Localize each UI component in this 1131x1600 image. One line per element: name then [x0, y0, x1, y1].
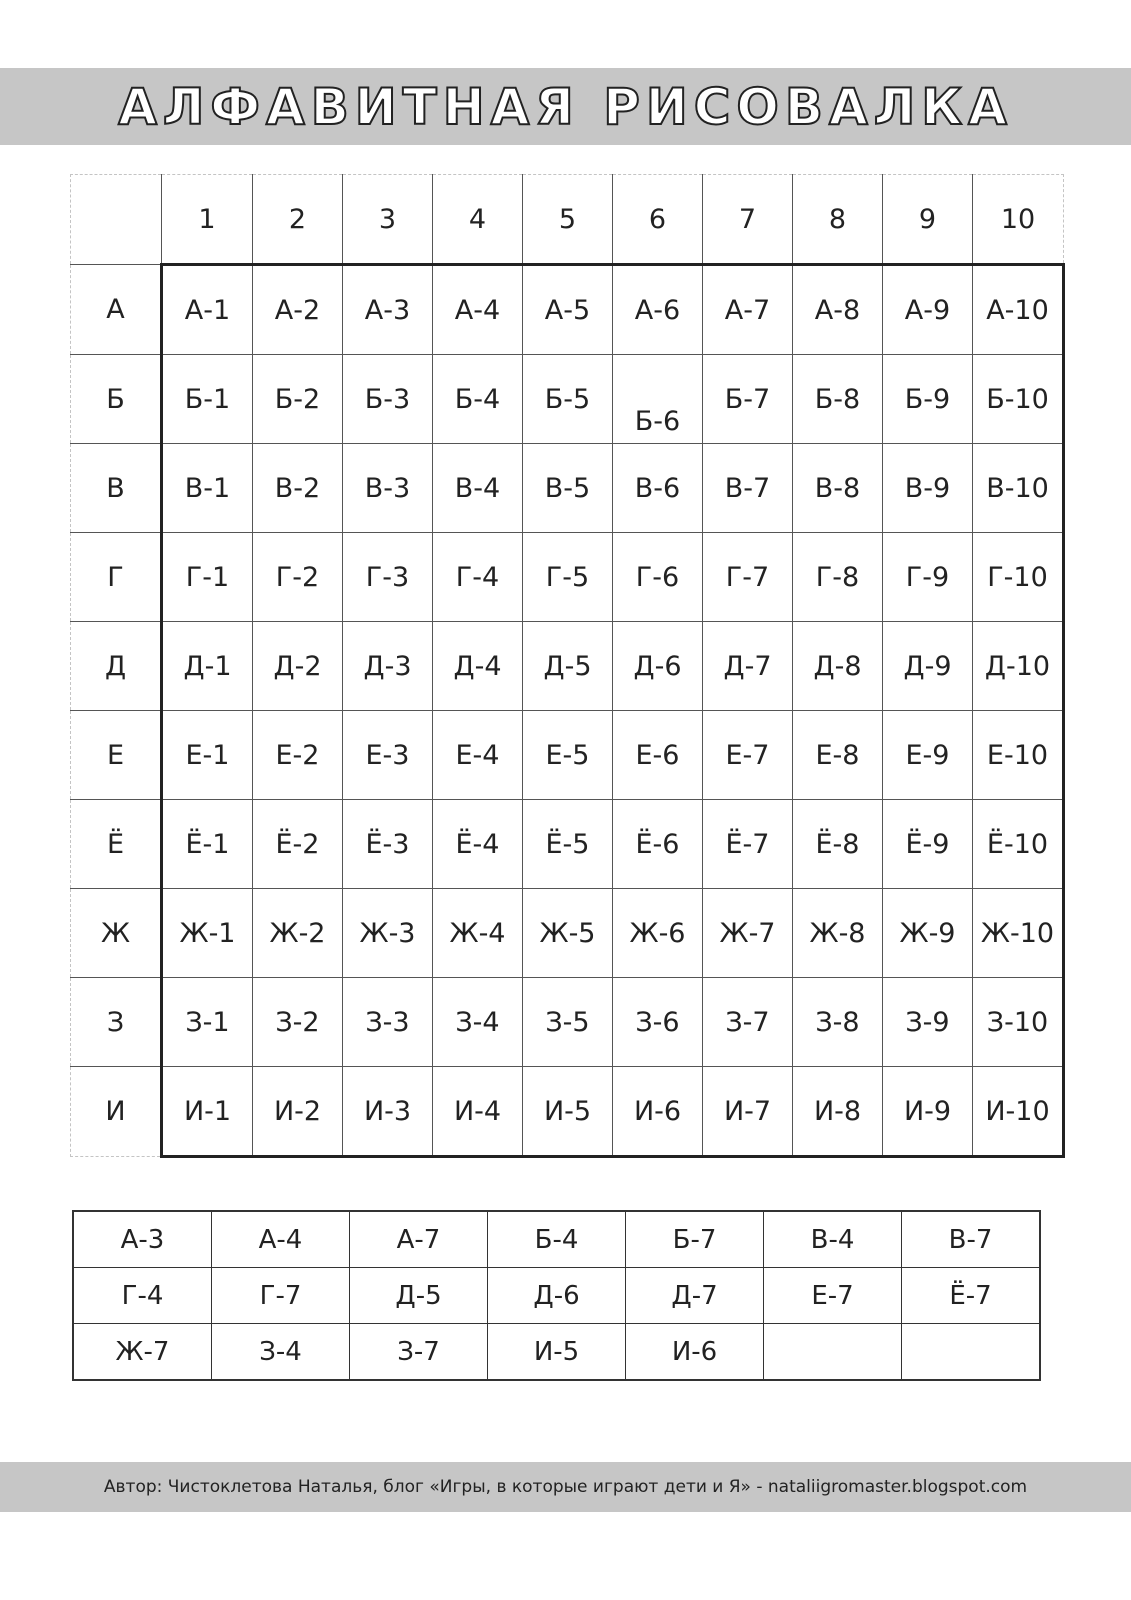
grid-cell[interactable]: Б-10 — [973, 355, 1064, 444]
grid-cell[interactable]: Г-4 — [433, 533, 523, 622]
grid-cell[interactable]: Б-4 — [433, 355, 523, 444]
answer-key-cell: И-6 — [626, 1324, 764, 1381]
grid-cell[interactable]: Г-1 — [162, 533, 253, 622]
grid-cell[interactable]: З-5 — [523, 978, 613, 1067]
answer-key-cell: Б-7 — [626, 1211, 764, 1268]
grid-row — [71, 355, 1064, 444]
grid-column-header: 8 — [793, 175, 883, 265]
footer-banner — [0, 1462, 1131, 1512]
grid-cell[interactable]: В-5 — [523, 444, 613, 533]
grid-cell[interactable]: З-7 — [703, 978, 793, 1067]
grid-cell[interactable]: Ж-4 — [433, 889, 523, 978]
answer-key-cell: Г-4 — [73, 1268, 212, 1324]
coloring-grid — [70, 174, 1065, 1158]
grid-row-label: Г — [71, 533, 162, 622]
grid-cell[interactable]: Ж-10 — [973, 889, 1064, 978]
grid-cell[interactable]: А-9 — [883, 265, 973, 355]
grid-cell[interactable]: Ё-4 — [433, 800, 523, 889]
grid-cell[interactable]: Ж-7 — [703, 889, 793, 978]
page-title: АЛФАВИТНАЯ РИСОВАЛКА — [118, 77, 1013, 136]
grid-cell[interactable]: И-4 — [433, 1067, 523, 1157]
grid-cell[interactable]: Ё-1 — [162, 800, 253, 889]
grid-cell[interactable]: И-10 — [973, 1067, 1064, 1157]
grid-row-label: Ж — [71, 889, 162, 978]
grid-column-header: 6 — [613, 175, 703, 265]
grid-cell[interactable]: З-9 — [883, 978, 973, 1067]
answer-key-table — [72, 1210, 1041, 1381]
answer-key-row — [73, 1268, 1040, 1324]
grid-cell[interactable]: Ж-2 — [253, 889, 343, 978]
grid-cell[interactable]: И-5 — [523, 1067, 613, 1157]
grid-column-header: 4 — [433, 175, 523, 265]
answer-key-cell: Б-4 — [488, 1211, 626, 1268]
grid-cell[interactable]: И-2 — [253, 1067, 343, 1157]
grid-row-label: Б — [71, 355, 162, 444]
grid-cell[interactable]: А-7 — [703, 265, 793, 355]
grid-row-label: В — [71, 444, 162, 533]
grid-cell[interactable]: Б-9 — [883, 355, 973, 444]
grid-cell[interactable]: Г-3 — [343, 533, 433, 622]
grid-cell[interactable]: Е-3 — [343, 711, 433, 800]
answer-key-cell: А-3 — [73, 1211, 212, 1268]
grid-cell[interactable]: Д-8 — [793, 622, 883, 711]
grid-cell[interactable]: Ё-9 — [883, 800, 973, 889]
answer-key-cell: З-7 — [350, 1324, 488, 1381]
grid-cell[interactable]: В-8 — [793, 444, 883, 533]
grid-column-header: 1 — [162, 175, 253, 265]
answer-key-cell: Ё-7 — [902, 1268, 1041, 1324]
grid-row — [71, 978, 1064, 1067]
grid-cell[interactable]: В-10 — [973, 444, 1064, 533]
grid-row — [71, 800, 1064, 889]
grid-cell[interactable]: В-4 — [433, 444, 523, 533]
coloring-grid-container — [70, 174, 1065, 1158]
grid-cell[interactable]: Ж-1 — [162, 889, 253, 978]
grid-column-header: 10 — [973, 175, 1064, 265]
grid-cell-label: Б-6 — [634, 405, 681, 437]
grid-cell[interactable]: Е-9 — [883, 711, 973, 800]
grid-cell[interactable]: И-1 — [162, 1067, 253, 1157]
grid-cell[interactable]: Д-1 — [162, 622, 253, 711]
answer-key-cell — [902, 1324, 1041, 1381]
grid-cell[interactable]: И-6 — [613, 1067, 703, 1157]
grid-cell[interactable]: В-3 — [343, 444, 433, 533]
grid-cell[interactable]: Г-5 — [523, 533, 613, 622]
grid-row — [71, 622, 1064, 711]
grid-cell[interactable]: В-7 — [703, 444, 793, 533]
grid-cell[interactable]: Б-8 — [793, 355, 883, 444]
answer-key-cell: В-4 — [764, 1211, 902, 1268]
answer-key-cell: В-7 — [902, 1211, 1041, 1268]
grid-column-header: 7 — [703, 175, 793, 265]
grid-row-label: Ё — [71, 800, 162, 889]
grid-cell[interactable]: Г-2 — [253, 533, 343, 622]
grid-cell[interactable]: Е-1 — [162, 711, 253, 800]
grid-cell[interactable]: Г-9 — [883, 533, 973, 622]
grid-cell[interactable]: Ж-8 — [793, 889, 883, 978]
grid-cell[interactable]: Е-4 — [433, 711, 523, 800]
answer-key-container — [72, 1210, 1041, 1381]
answer-key-cell: Д-7 — [626, 1268, 764, 1324]
grid-cell[interactable]: А-1 — [162, 265, 253, 355]
grid-cell[interactable]: Ё-2 — [253, 800, 343, 889]
grid-cell[interactable]: Ё-6 — [613, 800, 703, 889]
grid-column-header: 9 — [883, 175, 973, 265]
answer-key-row — [73, 1324, 1040, 1381]
answer-key-cell: Ж-7 — [73, 1324, 212, 1381]
grid-row-label: А — [71, 265, 162, 355]
grid-row — [71, 1067, 1064, 1157]
grid-cell[interactable]: Г-7 — [703, 533, 793, 622]
grid-cell[interactable]: Ё-7 — [703, 800, 793, 889]
grid-cell[interactable]: Б-5 — [523, 355, 613, 444]
grid-cell[interactable]: Г-10 — [973, 533, 1064, 622]
answer-key-cell: Г-7 — [212, 1268, 350, 1324]
grid-cell[interactable]: Е-5 — [523, 711, 613, 800]
grid-cell[interactable]: Д-4 — [433, 622, 523, 711]
answer-key-cell: Д-6 — [488, 1268, 626, 1324]
grid-cell[interactable]: Е-6 — [613, 711, 703, 800]
answer-key-cell: Д-5 — [350, 1268, 488, 1324]
grid-cell[interactable]: Д-2 — [253, 622, 343, 711]
grid-cell[interactable]: З-1 — [162, 978, 253, 1067]
grid-row — [71, 711, 1064, 800]
grid-row-label: Д — [71, 622, 162, 711]
answer-key-cell: Е-7 — [764, 1268, 902, 1324]
answer-key-cell — [764, 1324, 902, 1381]
grid-cell[interactable]: Д-6 — [613, 622, 703, 711]
grid-cell[interactable]: Б-1 — [162, 355, 253, 444]
grid-cell[interactable]: З-2 — [253, 978, 343, 1067]
grid-row-label: Е — [71, 711, 162, 800]
grid-cell[interactable]: В-6 — [613, 444, 703, 533]
grid-row — [71, 889, 1064, 978]
grid-cell[interactable]: З-8 — [793, 978, 883, 1067]
grid-cell[interactable]: Ё-10 — [973, 800, 1064, 889]
grid-cell[interactable]: Ж-5 — [523, 889, 613, 978]
grid-column-header: 3 — [343, 175, 433, 265]
grid-cell[interactable]: Ё-5 — [523, 800, 613, 889]
grid-cell[interactable]: Е-10 — [973, 711, 1064, 800]
author-credit: Автор: Чистоклетова Наталья, блог «Игры, в которые играют дети и Я» - nataliigromaster.blogspot.com — [103, 1477, 1028, 1497]
grid-cell[interactable]: Д-9 — [883, 622, 973, 711]
grid-cell[interactable]: Ё-3 — [343, 800, 433, 889]
grid-corner-cell — [71, 175, 162, 265]
grid-cell[interactable]: Д-10 — [973, 622, 1064, 711]
grid-cell[interactable]: И-8 — [793, 1067, 883, 1157]
grid-cell[interactable]: Е-7 — [703, 711, 793, 800]
answer-key-cell: А-7 — [350, 1211, 488, 1268]
grid-cell[interactable]: И-7 — [703, 1067, 793, 1157]
grid-row — [71, 265, 1064, 355]
grid-cell[interactable]: А-2 — [253, 265, 343, 355]
grid-cell[interactable]: Ё-8 — [793, 800, 883, 889]
grid-cell[interactable]: Е-8 — [793, 711, 883, 800]
grid-cell[interactable]: Е-2 — [253, 711, 343, 800]
grid-cell[interactable]: Г-8 — [793, 533, 883, 622]
grid-cell[interactable]: З-3 — [343, 978, 433, 1067]
grid-cell[interactable]: А-5 — [523, 265, 613, 355]
grid-cell[interactable]: Б-3 — [343, 355, 433, 444]
grid-header-row — [71, 175, 1064, 265]
grid-cell[interactable]: Ж-3 — [343, 889, 433, 978]
grid-cell[interactable]: И-3 — [343, 1067, 433, 1157]
answer-key-cell: А-4 — [212, 1211, 350, 1268]
grid-column-header: 2 — [253, 175, 343, 265]
answer-key-cell: И-5 — [488, 1324, 626, 1381]
grid-cell[interactable]: А-6 — [613, 265, 703, 355]
grid-cell[interactable]: З-10 — [973, 978, 1064, 1067]
grid-cell[interactable]: Б-7 — [703, 355, 793, 444]
grid-cell[interactable]: В-9 — [883, 444, 973, 533]
grid-row-label: И — [71, 1067, 162, 1157]
grid-row — [71, 444, 1064, 533]
grid-row-label: З — [71, 978, 162, 1067]
grid-cell[interactable]: Д-7 — [703, 622, 793, 711]
grid-cell[interactable]: А-10 — [973, 265, 1064, 355]
title-banner — [0, 68, 1131, 145]
grid-cell[interactable]: Ж-6 — [613, 889, 703, 978]
grid-cell[interactable]: Ж-9 — [883, 889, 973, 978]
grid-cell[interactable]: И-9 — [883, 1067, 973, 1157]
grid-column-header: 5 — [523, 175, 613, 265]
grid-cell[interactable]: А-8 — [793, 265, 883, 355]
answer-key-cell: З-4 — [212, 1324, 350, 1381]
grid-cell[interactable]: В-2 — [253, 444, 343, 533]
grid-cell[interactable]: З-6 — [613, 978, 703, 1067]
grid-cell[interactable]: А-3 — [343, 265, 433, 355]
grid-cell[interactable]: Д-5 — [523, 622, 613, 711]
answer-key-row — [73, 1211, 1040, 1268]
grid-cell[interactable]: З-4 — [433, 978, 523, 1067]
grid-cell[interactable]: Б-2 — [253, 355, 343, 444]
grid-cell[interactable]: А-4 — [433, 265, 523, 355]
grid-cell[interactable]: В-1 — [162, 444, 253, 533]
grid-cell[interactable] — [613, 355, 703, 444]
grid-cell[interactable]: Д-3 — [343, 622, 433, 711]
grid-cell[interactable]: Г-6 — [613, 533, 703, 622]
grid-row — [71, 533, 1064, 622]
